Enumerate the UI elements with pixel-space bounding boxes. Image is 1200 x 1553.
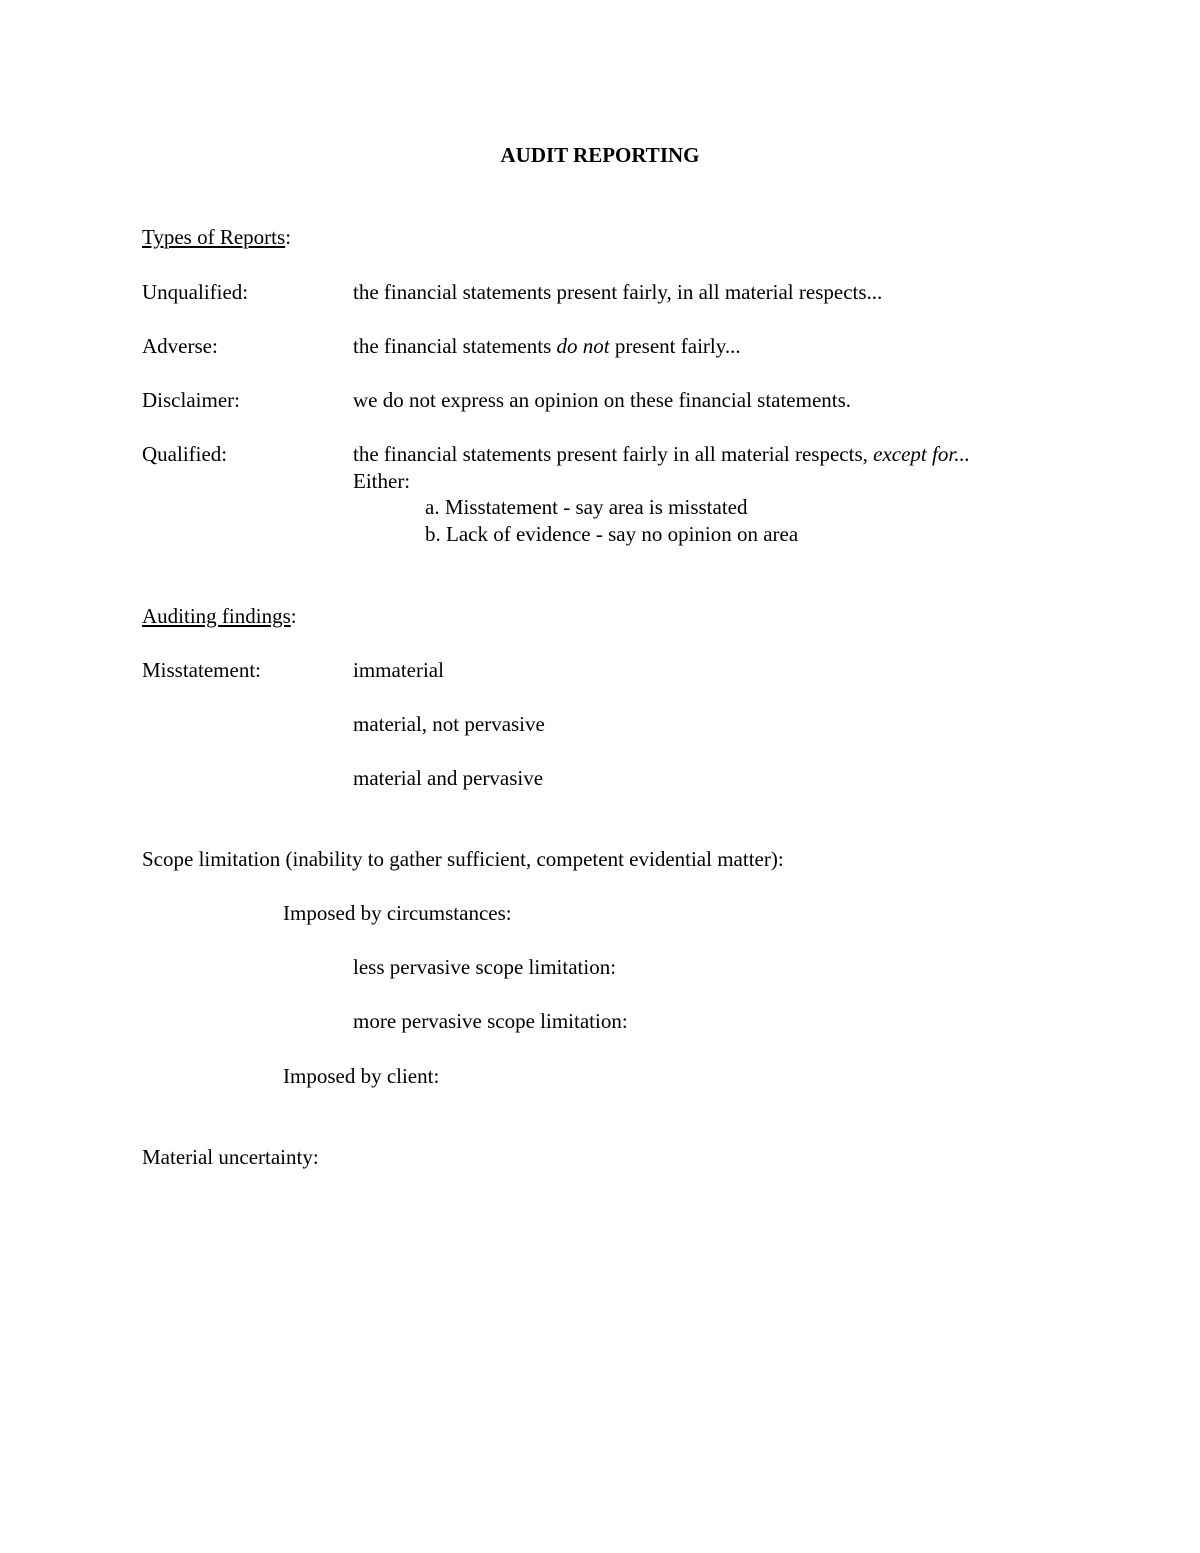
- disclaimer-text: we do not express an opinion on these financial statements.: [353, 388, 852, 412]
- page-title: AUDIT REPORTING: [500, 143, 700, 167]
- types-of-reports-heading: [142, 224, 291, 250]
- misstatement-item: material and pervasive: [353, 766, 544, 790]
- qualified-label: Qualified:: [142, 442, 228, 466]
- misstatement-label: Misstatement:: [142, 658, 261, 682]
- imposed-by-client: Imposed by client:: [283, 1064, 440, 1088]
- qualified-text-italic: except for...: [873, 442, 970, 466]
- heading-colon: :: [285, 225, 292, 249]
- qualified-either: Either:: [353, 469, 411, 493]
- qualified-text-before: the financial statements present fairly in all material respects,: [353, 442, 874, 466]
- auditing-findings-heading: [142, 603, 297, 629]
- types-of-reports-heading-text: Types of Reports: [142, 225, 286, 249]
- more-pervasive-scope: more pervasive scope limitation:: [353, 1009, 628, 1033]
- qualified-option-a: a. Misstatement - say area is misstated: [425, 495, 748, 519]
- unqualified-text: the financial statements present fairly, in all material respects...: [353, 280, 883, 304]
- scope-limitation-heading: Scope limitation (inability to gather sufficient, competent evidential matter):: [142, 847, 784, 871]
- adverse-text-before: the financial statements: [353, 334, 557, 358]
- heading-colon: :: [290, 604, 297, 628]
- imposed-by-circumstances: Imposed by circumstances:: [283, 901, 512, 925]
- auditing-findings-heading-text: Auditing findings: [142, 604, 291, 628]
- disclaimer-label: Disclaimer:: [142, 388, 240, 412]
- qualified-text: [353, 441, 970, 467]
- adverse-label: Adverse:: [142, 334, 218, 358]
- adverse-text-after: present fairly...: [609, 334, 741, 358]
- material-uncertainty: Material uncertainty:: [142, 1145, 319, 1169]
- qualified-option-b: b. Lack of evidence - say no opinion on area: [425, 522, 799, 546]
- misstatement-item: material, not pervasive: [353, 712, 545, 736]
- adverse-text-italic: do not: [556, 334, 610, 358]
- adverse-text: [353, 333, 741, 359]
- unqualified-label: Unqualified:: [142, 280, 249, 304]
- misstatement-item: immaterial: [353, 658, 444, 682]
- less-pervasive-scope: less pervasive scope limitation:: [353, 955, 617, 979]
